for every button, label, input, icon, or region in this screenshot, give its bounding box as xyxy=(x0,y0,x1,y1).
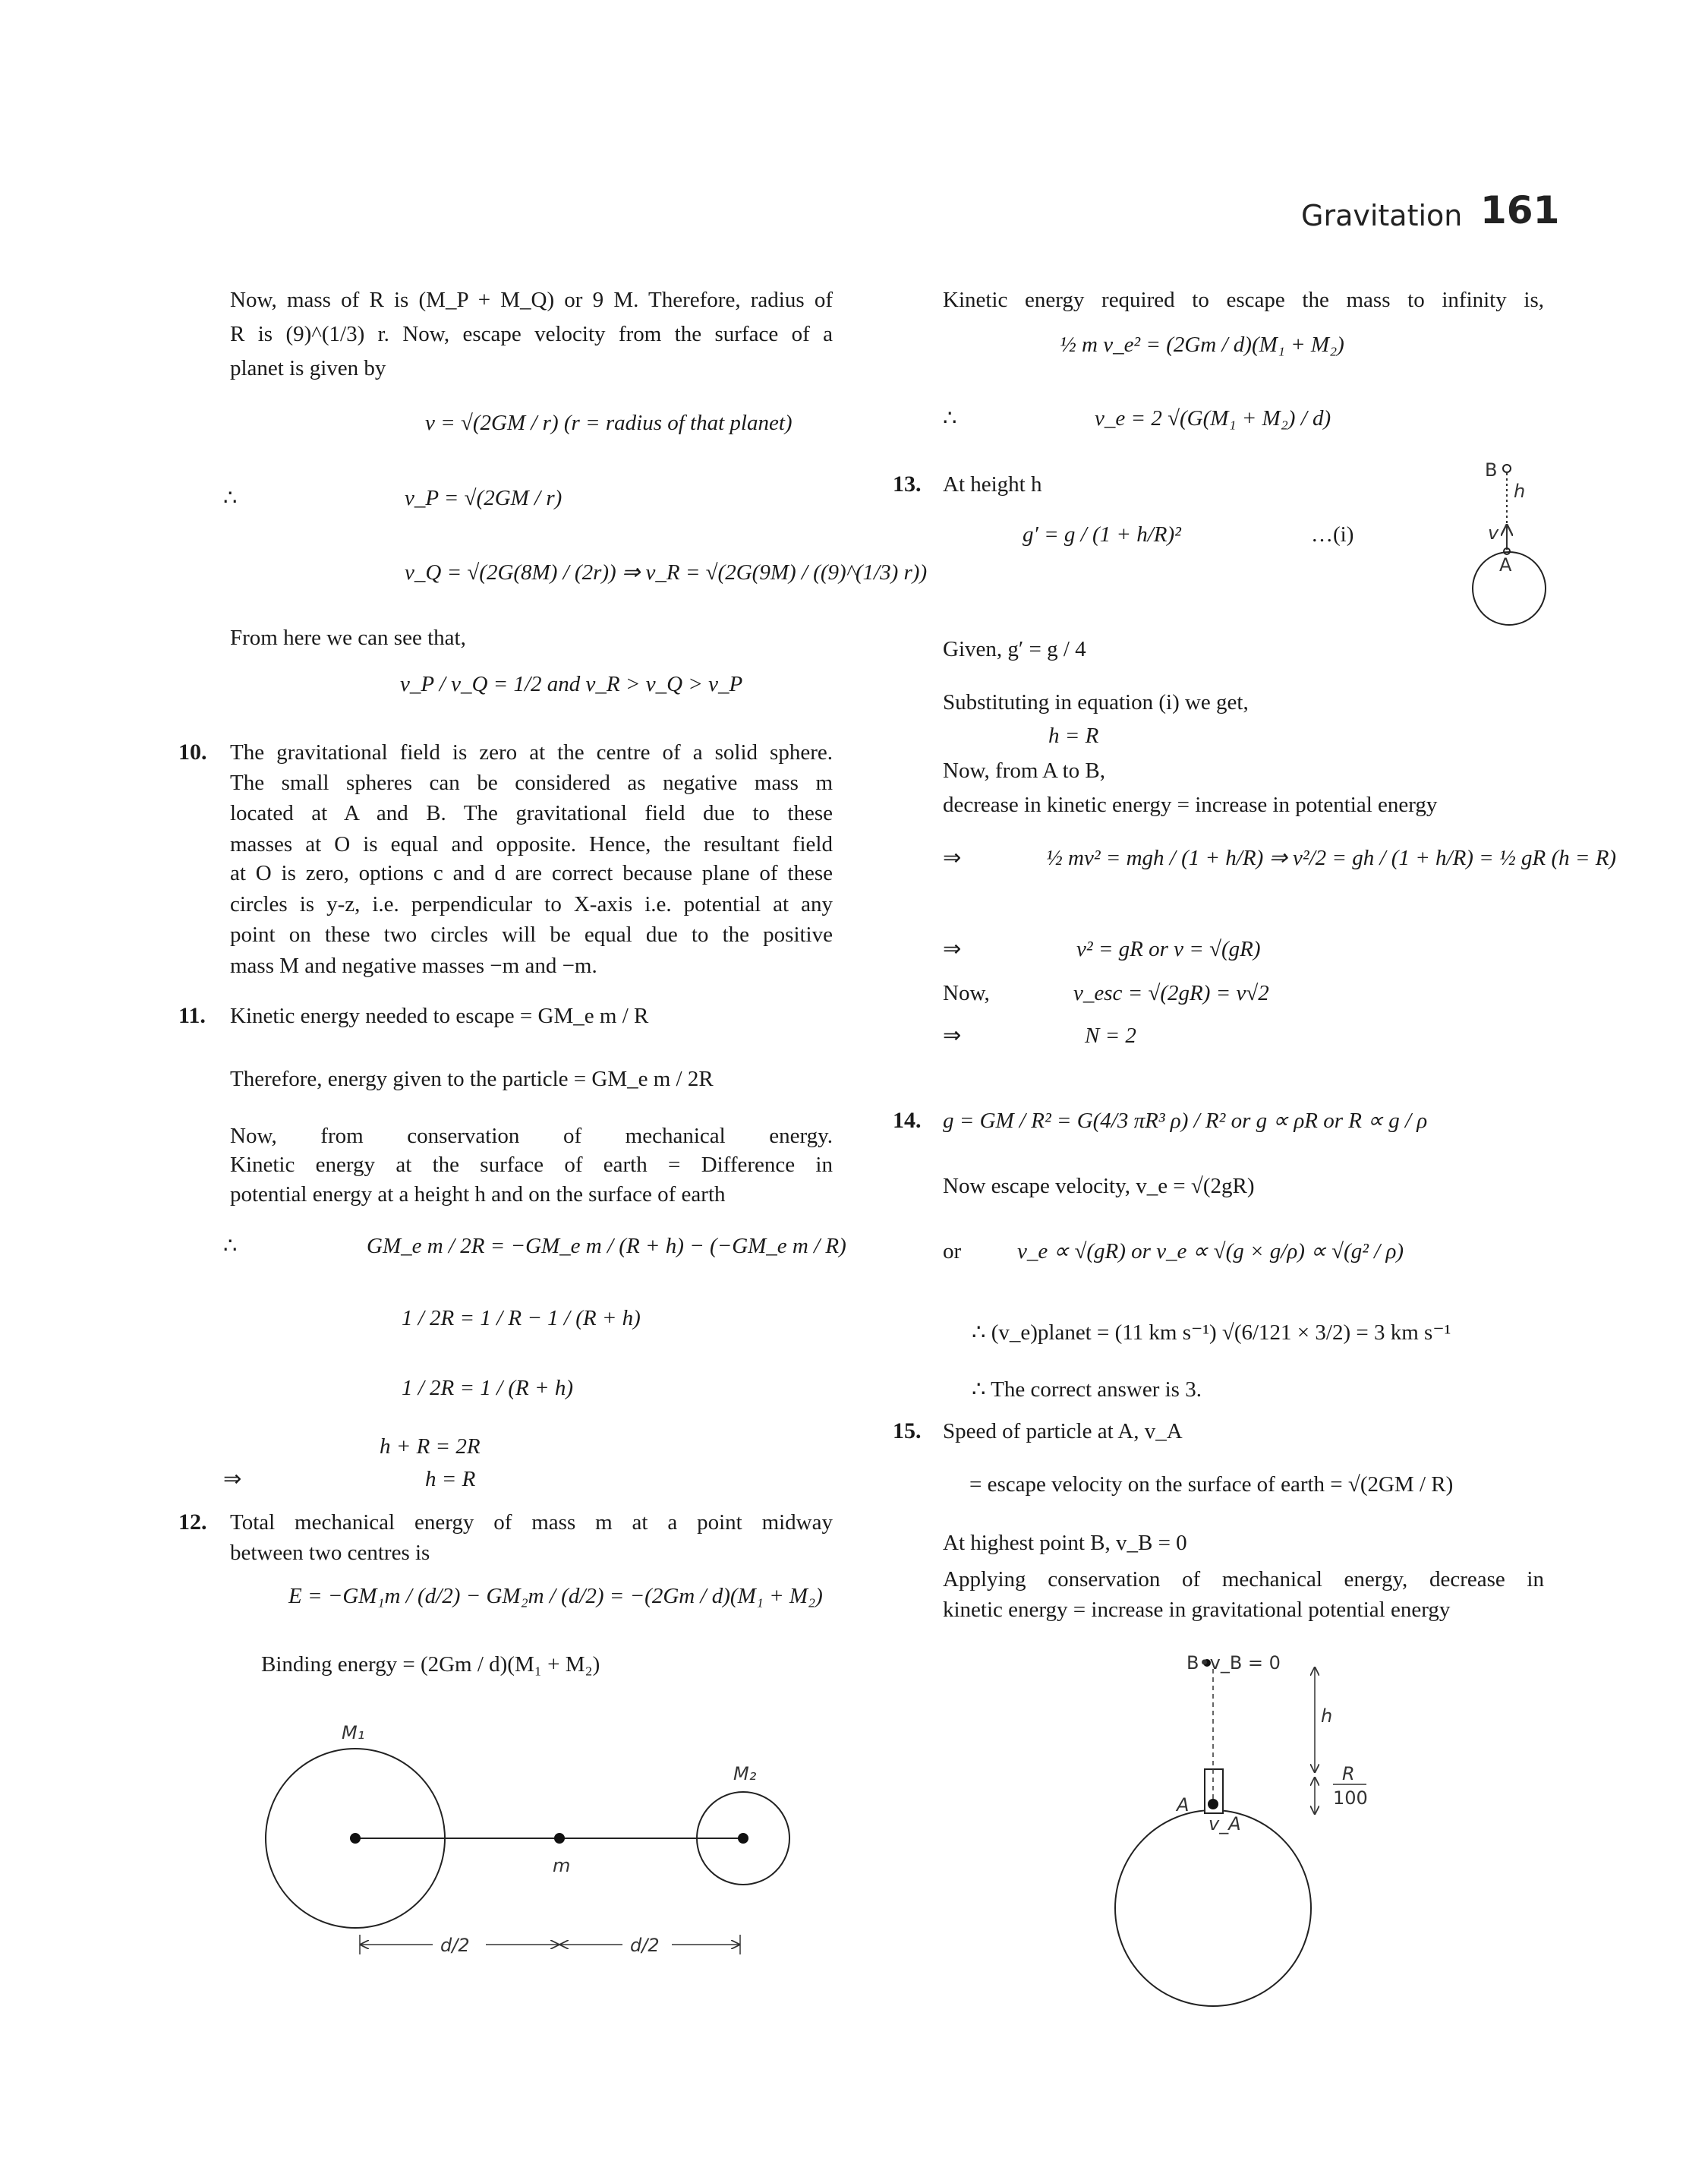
center-dot xyxy=(350,1833,361,1844)
label-b: B xyxy=(1485,459,1498,481)
text-line: or xyxy=(943,1239,962,1263)
equation: E = −GM₁m / (d/2) − GM₂m / (d/2) = −(2Gm / d)(M₁ + M₂) xyxy=(288,1584,823,1608)
text-line: Speed of particle at A, v_A xyxy=(943,1419,1183,1443)
text-line: planet is given by xyxy=(230,356,386,380)
text-line: Now, mass of R is (M_P + M_Q) or 9 M. Therefore, radius of xyxy=(230,288,833,312)
text-line: From here we can see that, xyxy=(230,626,466,650)
text-line: Given, g′ = g / 4 xyxy=(943,637,1086,661)
label-h: h xyxy=(1321,1705,1333,1727)
text-line: ∴ The correct answer is 3. xyxy=(972,1377,1202,1402)
midpoint-dot xyxy=(554,1833,565,1844)
question-number: 14. xyxy=(893,1108,922,1133)
tunnel-diagram xyxy=(1115,1652,1368,2006)
label-m2: M₂ xyxy=(733,1763,757,1784)
equation: GM_e m / 2R = −GM_e m / (R + h) − (−GM_e m / R) xyxy=(367,1234,846,1258)
label-a: A xyxy=(1499,554,1512,576)
text-line: between two centres is xyxy=(230,1541,430,1565)
equation: v_e = 2 √(G(M₁ + M₂) / d) xyxy=(1095,406,1331,431)
text-line: at O is zero, options c and d are correct because plane of these xyxy=(230,861,833,885)
text-line: circles is y-z, i.e. perpendicular to X-axis i.e. potential at any xyxy=(230,892,833,916)
text-line: Therefore, energy given to the particle = GM_e m / 2R xyxy=(230,1067,714,1091)
question-number: 10. xyxy=(178,740,207,765)
label-b-text: B•v_B = 0 xyxy=(1186,1652,1281,1674)
equation-reference: …(i) xyxy=(1311,522,1354,547)
equation: h = R xyxy=(425,1467,476,1491)
earth-circle xyxy=(1115,1810,1311,2006)
implies-symbol: ⇒ xyxy=(943,937,962,961)
label-half-distance: d/2 xyxy=(440,1935,470,1956)
equation: ½ m v_e² = (2Gm / d)(M₁ + M₂) xyxy=(1060,333,1344,357)
text-line: At highest point B, v_B = 0 xyxy=(943,1531,1187,1555)
text-line: masses at O is equal and opposite. Hence, the resultant field xyxy=(230,832,833,856)
text-line: R is (9)^(1/3) r. Now, escape velocity from the surface of a xyxy=(230,322,833,346)
two-mass-diagram xyxy=(266,1722,789,1956)
text-line: Now, from A to B, xyxy=(943,759,1106,783)
therefore-symbol: ∴ xyxy=(223,486,238,510)
question-number: 11. xyxy=(178,1003,206,1028)
text-line: Kinetic energy needed to escape = GM_e m / R xyxy=(230,1004,649,1028)
text-line: kinetic energy = increase in gravitational potential energy xyxy=(943,1598,1451,1622)
equation: v_e ∝ √(gR) or v_e ∝ √(g × g/ρ) ∝ √(g² / ρ) xyxy=(1017,1239,1404,1263)
label-a: A xyxy=(1177,1794,1190,1815)
text-line: located at A and B. The gravitational field due to these xyxy=(230,801,833,825)
text-line: Now, xyxy=(943,981,990,1005)
equation: 1 / 2R = 1 / R − 1 / (R + h) xyxy=(402,1306,641,1330)
equation: v_Q = √(2G(8M) / (2r)) ⇒ v_R = √(2G(9M) / ((9)^(1/3) r)) xyxy=(405,560,928,585)
equation: g = GM / R² = G(4/3 πR³ ρ) / R² or g ∝ ρR or R ∝ g / ρ xyxy=(943,1109,1428,1133)
text-line: Applying conservation of mechanical energy, decrease in xyxy=(943,1567,1544,1592)
chapter-title: Gravitation xyxy=(1301,199,1463,232)
text-line: At height h xyxy=(943,472,1042,497)
equation: v_P = √(2GM / r) xyxy=(405,486,563,510)
equation: v² = gR or v = √(gR) xyxy=(1076,937,1261,961)
equation: v_P / v_Q = 1/2 and v_R > v_Q > v_P xyxy=(400,672,743,696)
label-b-vb xyxy=(1186,1652,1281,1674)
label-r: R xyxy=(1342,1763,1355,1784)
text-line: Total mechanical energy of mass m at a point midway xyxy=(230,1510,833,1535)
equation: v = √(2GM / r) (r = radius of that planet) xyxy=(425,411,793,435)
text-line: Now, from conservation of mechanical energy. xyxy=(230,1124,833,1148)
text-line: Kinetic energy required to escape the mass to infinity is, xyxy=(943,288,1544,312)
equation: Binding energy = (2Gm / d)(M₁ + M₂) xyxy=(261,1652,600,1677)
text-line: = escape velocity on the surface of earth = √(2GM / R) xyxy=(969,1472,1454,1497)
label-100: 100 xyxy=(1333,1787,1368,1809)
text-line: mass M and negative masses −m and −m. xyxy=(230,954,597,978)
equation: h = R xyxy=(1048,724,1099,748)
therefore-symbol: ∴ xyxy=(223,1234,238,1258)
label-v: v xyxy=(1488,522,1499,544)
equation: ½ mv² = mgh / (1 + h/R) ⇒ v²/2 = gh / (1 + h/R) = ½ gR (h = R) xyxy=(1046,846,1617,870)
label-h: h xyxy=(1514,481,1526,502)
text-line: point on these two circles will be equal due to the positive xyxy=(230,923,833,947)
label-m1: M₁ xyxy=(342,1722,365,1743)
implies-symbol: ⇒ xyxy=(943,1024,962,1048)
implies-symbol: ⇒ xyxy=(223,1467,242,1491)
text-line: The small spheres can be considered as negative mass m xyxy=(230,771,833,795)
equation: v_esc = √(2gR) = v√2 xyxy=(1073,981,1269,1005)
implies-symbol: ⇒ xyxy=(943,846,962,870)
label-m: m xyxy=(553,1855,571,1876)
text-line: Now escape velocity, v_e = √(2gR) xyxy=(943,1174,1255,1198)
text-line: decrease in kinetic energy = increase in potential energy xyxy=(943,793,1438,817)
text-line: potential energy at a height h and on the surface of earth xyxy=(230,1182,726,1207)
text-line: Substituting in equation (i) we get, xyxy=(943,690,1249,715)
text-line: The gravitational field is zero at the centre of a solid sphere. xyxy=(230,740,833,765)
equation: N = 2 xyxy=(1085,1024,1136,1048)
equation: 1 / 2R = 1 / (R + h) xyxy=(402,1376,573,1400)
center-dot xyxy=(738,1833,748,1844)
label-va: v_A xyxy=(1209,1813,1241,1834)
label-half-distance: d/2 xyxy=(630,1935,660,1956)
equation: g′ = g / (1 + h/R)² xyxy=(1023,522,1181,547)
question-number: 15. xyxy=(893,1418,922,1443)
height-diagram xyxy=(1473,459,1546,625)
question-number: 13. xyxy=(893,472,922,497)
page-number: 161 xyxy=(1480,188,1560,232)
equation: h + R = 2R xyxy=(380,1434,481,1459)
text-line: Kinetic energy at the surface of earth = Difference in xyxy=(230,1153,833,1177)
equation: ∴ (v_e)planet = (11 km s⁻¹) √(6/121 × 3/2) = 3 km s⁻¹ xyxy=(972,1320,1451,1345)
question-number: 12. xyxy=(178,1509,207,1535)
therefore-symbol: ∴ xyxy=(943,406,957,431)
